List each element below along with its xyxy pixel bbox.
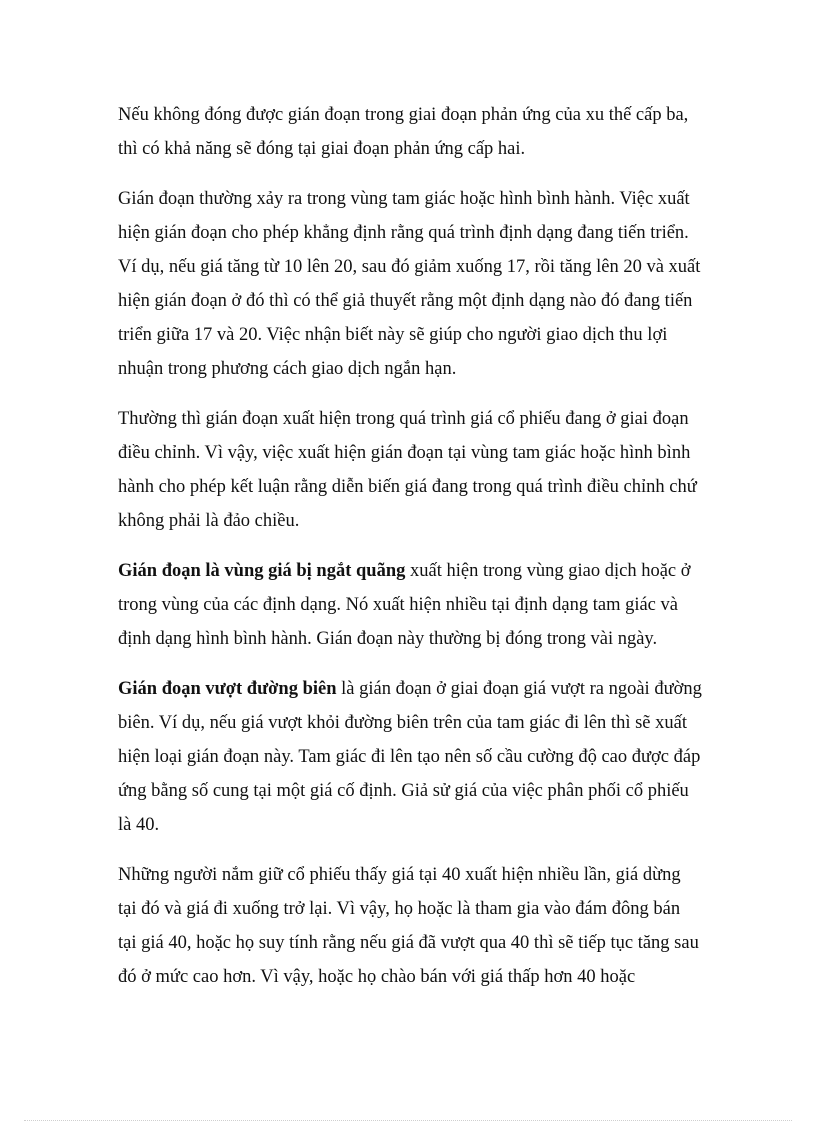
paragraph-2 [118, 182, 703, 386]
paragraph-1-text: Nếu không đóng được gián đoạn trong giai đoạn phản ứng của xu thế cấp ba, thì có khả năng sẽ đóng tại giai đoạn phản ứng cấp hai. [118, 105, 689, 159]
paragraph-3-text: Thường thì gián đoạn xuất hiện trong quá trình giá cổ phiếu đang ở giai đoạn điều chỉnh. Vì vậy, việc xuất hiện gián đoạn tại vùng tam giác hoặc hình bình hành cho phép kết luận rằng diễn biến giá đang trong quá trình điều chỉnh chứ không phải là đảo chiều. [118, 409, 697, 531]
paragraph-5-bold-lead: Gián đoạn vượt đường biên [118, 679, 337, 699]
page-bottom-divider [24, 1120, 792, 1121]
paragraph-5 [118, 672, 703, 842]
paragraph-3 [118, 402, 703, 538]
document-page [118, 98, 703, 1010]
paragraph-6 [118, 858, 703, 994]
paragraph-6-text: Những người nắm giữ cổ phiếu thấy giá tại 40 xuất hiện nhiều lần, giá dừng tại đó và giá đi xuống trở lại. Vì vậy, họ hoặc là tham gia vào đám đông bán tại giá 40, hoặc họ suy tính rằng nếu giá đã vượt qua 40 thì sẽ tiếp tục tăng sau đó ở mức cao hơn. Vì vậy, hoặc họ chào bán với giá thấp hơn 40 hoặc [118, 865, 699, 987]
paragraph-5-text: là gián đoạn ở giai đoạn giá vượt ra ngoài đường biên. Ví dụ, nếu giá vượt khỏi đường biên trên của tam giác đi lên thì sẽ xuất hiện loại gián đoạn này. Tam giác đi lên tạo nên số cầu cường độ cao được đáp ứng bằng số cung tại một giá cố định. Giả sử giá của việc phân phối cổ phiếu là 40. [118, 679, 702, 835]
paragraph-4 [118, 554, 703, 656]
paragraph-4-text: xuất hiện trong vùng giao dịch hoặc ở trong vùng của các định dạng. Nó xuất hiện nhiều tại định dạng tam giác và định dạng hình bình hành. Gián đoạn này thường bị đóng trong vài ngày. [118, 561, 691, 649]
paragraph-1 [118, 98, 703, 166]
paragraph-2-text: Gián đoạn thường xảy ra trong vùng tam giác hoặc hình bình hành. Việc xuất hiện gián đoạn cho phép khẳng định rằng quá trình định dạng đang tiến triển. Ví dụ, nếu giá tăng từ 10 lên 20, sau đó giảm xuống 17, rồi tăng lên 20 và xuất hiện gián đoạn ở đó thì có thể giả thuyết rằng một định dạng nào đó đang tiến triển giữa 17 và 20. Việc nhận biết này sẽ giúp cho người giao dịch thu lợi nhuận trong phương cách giao dịch ngắn hạn. [118, 189, 701, 379]
paragraph-4-bold-lead: Gián đoạn là vùng giá bị ngắt quãng [118, 561, 406, 581]
